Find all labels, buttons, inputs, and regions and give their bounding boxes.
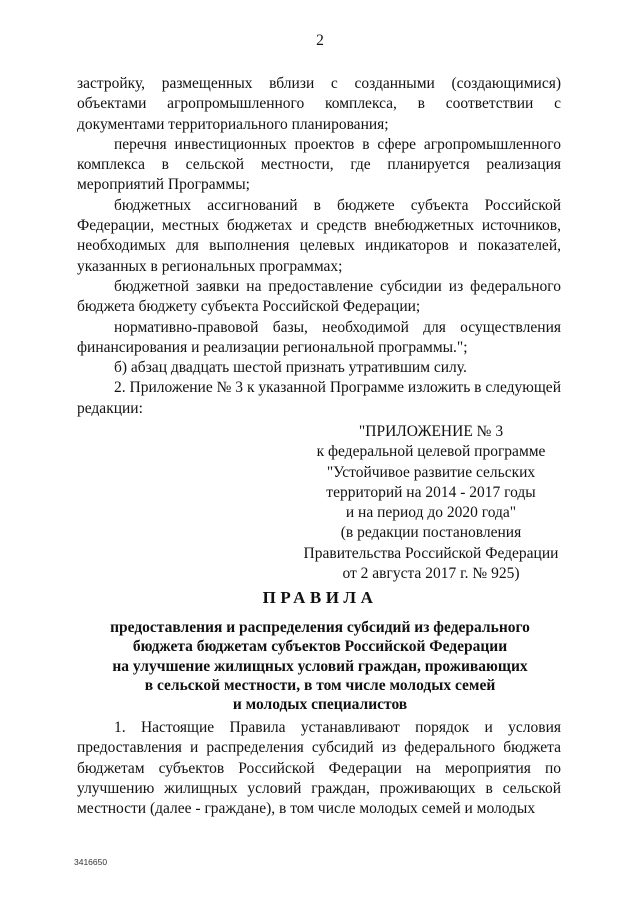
- appendix-title: "ПРИЛОЖЕНИЕ № 3: [358, 423, 504, 440]
- appendix-header: [300, 422, 562, 584]
- paragraph-item-2: 2. Приложение № 3 к указанной Программе изложить в следующей редакции:: [77, 379, 561, 417]
- rules-subtitle-line: в сельской местности, в том числе молодых семей: [144, 676, 496, 694]
- rules-subtitle-line: на улучшение жилищных условий граждан, проживающих: [112, 657, 528, 675]
- paragraph-item-b: б) абзац двадцать шестой признать утратившим силу.: [114, 359, 467, 377]
- rules-heading: ПРАВИЛА: [262, 588, 378, 607]
- appendix-line: к федеральной целевой программе: [316, 443, 546, 461]
- document-code: 3416650: [74, 857, 108, 867]
- rules-subtitle: [0, 618, 640, 714]
- paragraph-regulatory-base: нормативно-правовой базы, необходимой для осуществления финансирования и реализации региональной программы.";: [77, 318, 561, 356]
- page-number: 2: [316, 32, 324, 49]
- appendix-line: (в редакции постановления: [340, 524, 522, 542]
- rules-subtitle-line: предоставления и распределения субсидий из федерального: [110, 619, 530, 636]
- appendix-line: от 2 августа 2017 г. № 925): [342, 565, 520, 583]
- appendix-line: территорий на 2014 - 2017 годы: [326, 483, 536, 501]
- appendix-line: "Устойчивое развитие сельских: [326, 463, 536, 481]
- paragraph-investment-projects: перечня инвестиционных проектов в сфере агропромышленного комплекса в сельской местности, где планируется реализация мероприятий Программы;: [77, 135, 561, 194]
- appendix-line: и на период до 2020 года": [345, 504, 517, 522]
- rules-subtitle-line: бюджета бюджетам субъектов Российской Федерации: [132, 638, 508, 656]
- paragraph-budget-request: бюджетной заявки на предоставление субсидии из федерального бюджета бюджету субъекта Российской Федерации;: [77, 277, 561, 316]
- body-text: [77, 74, 561, 419]
- rules-paragraph-1: 1. Настоящие Правила устанавливают порядок и условия предоставления и распределения субсидий из федерального бюджета бюджетам субъектов Российской Федерации на мероприятия по улучшению жилищных условий граждан, проживающих в сельской местности (далее - граждане), в том числе молодых семей и молодых: [77, 719, 561, 818]
- paragraph-budget-allocations: бюджетных ассигнований в бюджете субъекта Российской Федерации, местных бюджетах и средств внебюджетных источников, необходимых для выполнения целевых индикаторов и показателей, указанных в региональных программах;: [77, 196, 561, 275]
- paragraph-continuation: застройку, размещенных вблизи с созданными (создающимися) объектами агропромышленного комплекса, в соответствии с документами территориального планирования;: [77, 75, 561, 133]
- rules-subtitle-line: и молодых специалистов: [232, 696, 408, 714]
- appendix-line: Правительства Российской Федерации: [303, 544, 559, 562]
